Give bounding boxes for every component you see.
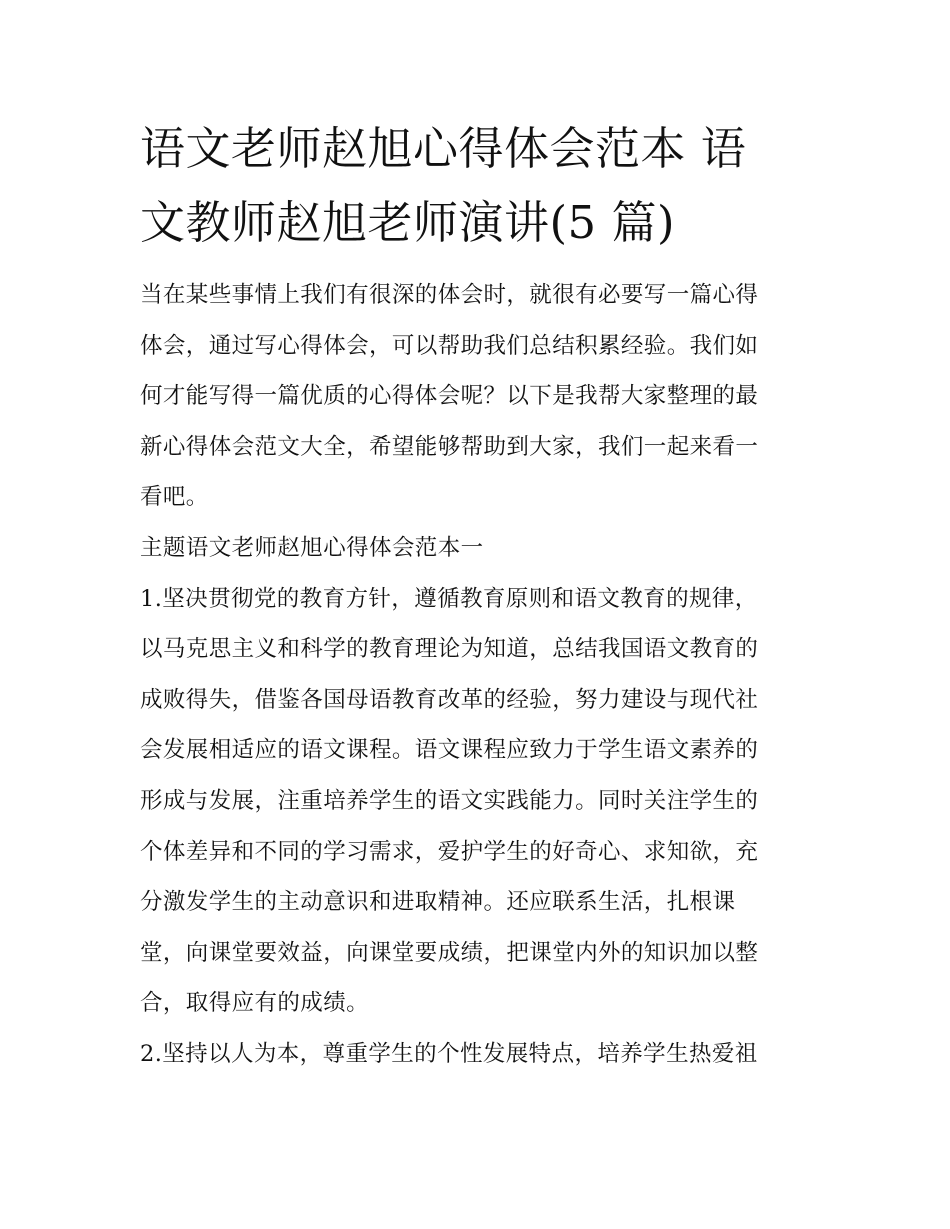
subheading-text: 主题语文老师赵旭心得体会范本一 <box>140 534 484 561</box>
list-item-1 <box>140 574 812 1029</box>
list-item-2 <box>140 1029 812 1080</box>
item1-line: 会发展相适应的语文课程。语文课程应致力于学生语文素养的 <box>140 737 759 764</box>
item1-line: 1.坚决贯彻党的教育方针，遵循教育原则和语文教育的规律， <box>140 585 758 612</box>
document-body <box>140 112 812 1080</box>
intro-line: 何才能写得一篇优质的心得体会呢？以下是我帮大家整理的最 <box>140 383 759 410</box>
item1-line: 形成与发展，注重培养学生的语文实践能力。同时关注学生的 <box>140 787 759 814</box>
section-subheading <box>140 523 812 574</box>
item2-line: 2.坚持以人为本，尊重学生的个性发展特点，培养学生热爱祖 <box>140 1040 758 1067</box>
intro-line: 体会，通过写心得体会，可以帮助我们总结积累经验。我们如 <box>140 332 759 359</box>
title-line-2: 文教师赵旭老师演讲(5 篇) <box>140 196 676 249</box>
item1-line: 成败得失，借鉴各国母语教育改革的经验，努力建设与现代社 <box>140 686 759 713</box>
title-line-1: 语文老师赵旭心得体会范本 语 <box>140 122 747 175</box>
intro-line: 看吧。 <box>140 484 209 511</box>
intro-line: 当在某些事情上我们有很深的体会时，就很有必要写一篇心得 <box>140 282 759 308</box>
intro-paragraph <box>140 270 812 523</box>
item1-line: 分激发学生的主动意识和进取精神。还应联系生活，扎根课 <box>140 889 736 916</box>
intro-line: 新心得体会范文大全，希望能够帮助到大家，我们一起来看一 <box>140 433 759 460</box>
item1-line: 个体差异和不同的学习需求，爱护学生的好奇心、求知欲，充 <box>140 838 759 865</box>
document-title <box>140 112 812 260</box>
item1-line: 堂，向课堂要效益，向课堂要成绩，把课堂内外的知识加以整 <box>140 939 759 966</box>
item1-line: 合，取得应有的成绩。 <box>140 990 370 1017</box>
item1-line: 以马克思主义和科学的教育理论为知道，总结我国语文教育的 <box>140 636 759 663</box>
